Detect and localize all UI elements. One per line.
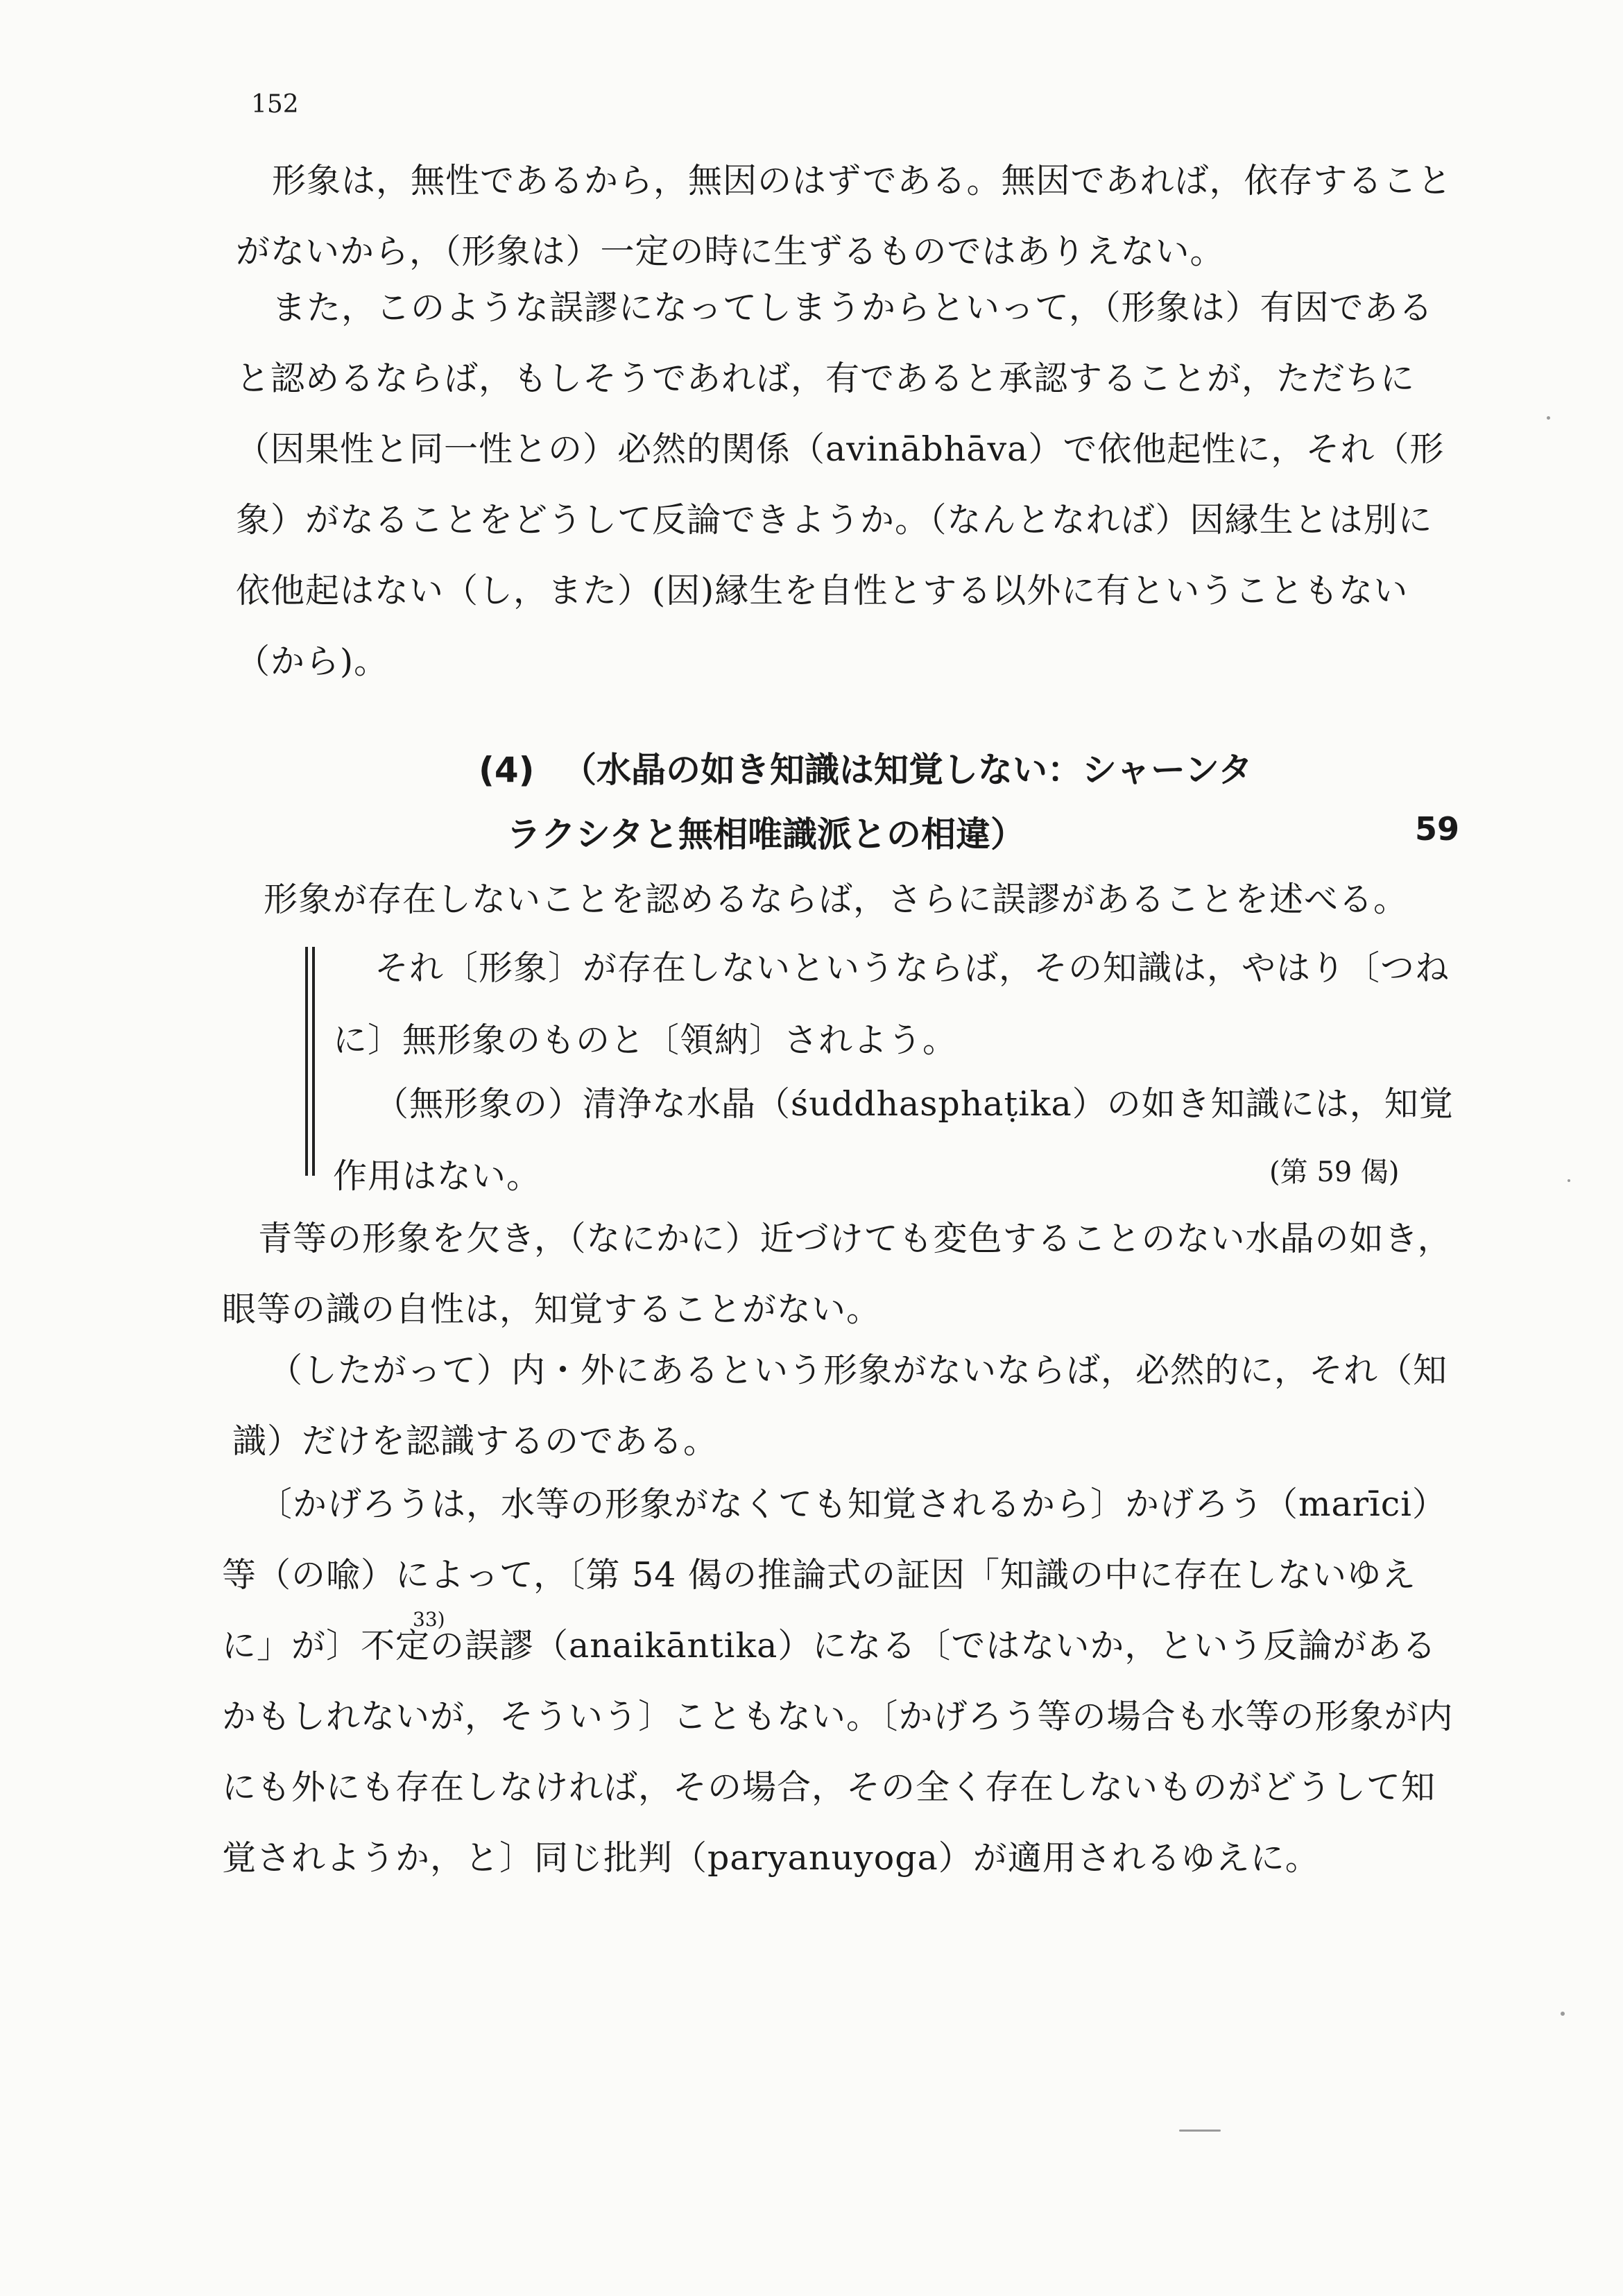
paragraph-2: また，このような誤謬になってしまうからといって，（形象は）有因であると認めるならば，もしそうであれば，有であると承認することが，ただちに（因果性と同一性との）必然的関係（avinābhāva）で依他起性に，それ（形象）がなることをどうして反論できようか。（なんとなれば）因縁生とは別に依他起はない（し，また）(因)縁生を自性とする以外に有ということもない（から)。 (236, 288, 1445, 681)
section-title-line-2: ラクシタと無相唯識派との相違） (506, 814, 1025, 855)
commentary-2: （したがって）内・外にあるという形象がないならば，必然的に，それ（知識）だけを認識するのである。 (232, 1351, 1448, 1461)
intro-text: 形象が存在しないことを認めるならば，さらに誤謬があることを述べる。 (264, 880, 1409, 919)
paragraph-1: 形象は，無性であるから，無因のはずである。無因であれば，依存することがないから，（形象は）一定の時に生ずるものではありえない。 (236, 161, 1452, 271)
footnote-marker: 33) (413, 1608, 445, 1631)
scan-speck (1547, 416, 1550, 420)
verse-reference: (第 59 偈) (1269, 1156, 1400, 1188)
commentary-1: 青等の形象を欠き，（なにかに）近づけても変色することのない水晶の如き，眼等の識の自性は，知覚することがない。 (222, 1219, 1452, 1329)
commentary-3: 〔かげろうは，水等の形象がなくても知覚されるから〕かげろう（marīci）等（の喩）によって，〔第 54 偈の推論式の証因「知識の中に存在しないゆえに」が〕不定の誤謬（anaikāntika）になる〔ではないか，という反論があるかもしれないが，そういう〕こともない。〔かげろう等の場合も水等の形象が内にも外にも存在しなければ，その場合，その全く存在しないものがどうして知覚されようか，と〕同じ批判（paryanuyoga）が適用されるゆえに。 (222, 1484, 1454, 1878)
verse-line-1: それ〔形象〕が存在しないというならば，その知識は，やはり〔つねに〕無形象のものと〔領納〕されよう。 (333, 948, 1450, 1060)
scan-speck (1568, 1179, 1570, 1182)
page-number: 152 (251, 90, 299, 119)
section-title-line-1: （水晶の如き知識は知覚しない：シャーンタ (562, 750, 1253, 790)
scan-speck (1561, 2012, 1565, 2016)
section-number: (4) (479, 750, 535, 790)
verse-line-2: （無形象の）清浄な水晶（śuddhasphaṭika）の如き知識には，知覚作用はない。 (333, 1084, 1454, 1196)
verse-bar-left (305, 947, 308, 1176)
verse-number: 59 (1415, 810, 1460, 848)
scan-speck (1179, 2130, 1221, 2132)
verse-bar-right (312, 947, 315, 1176)
